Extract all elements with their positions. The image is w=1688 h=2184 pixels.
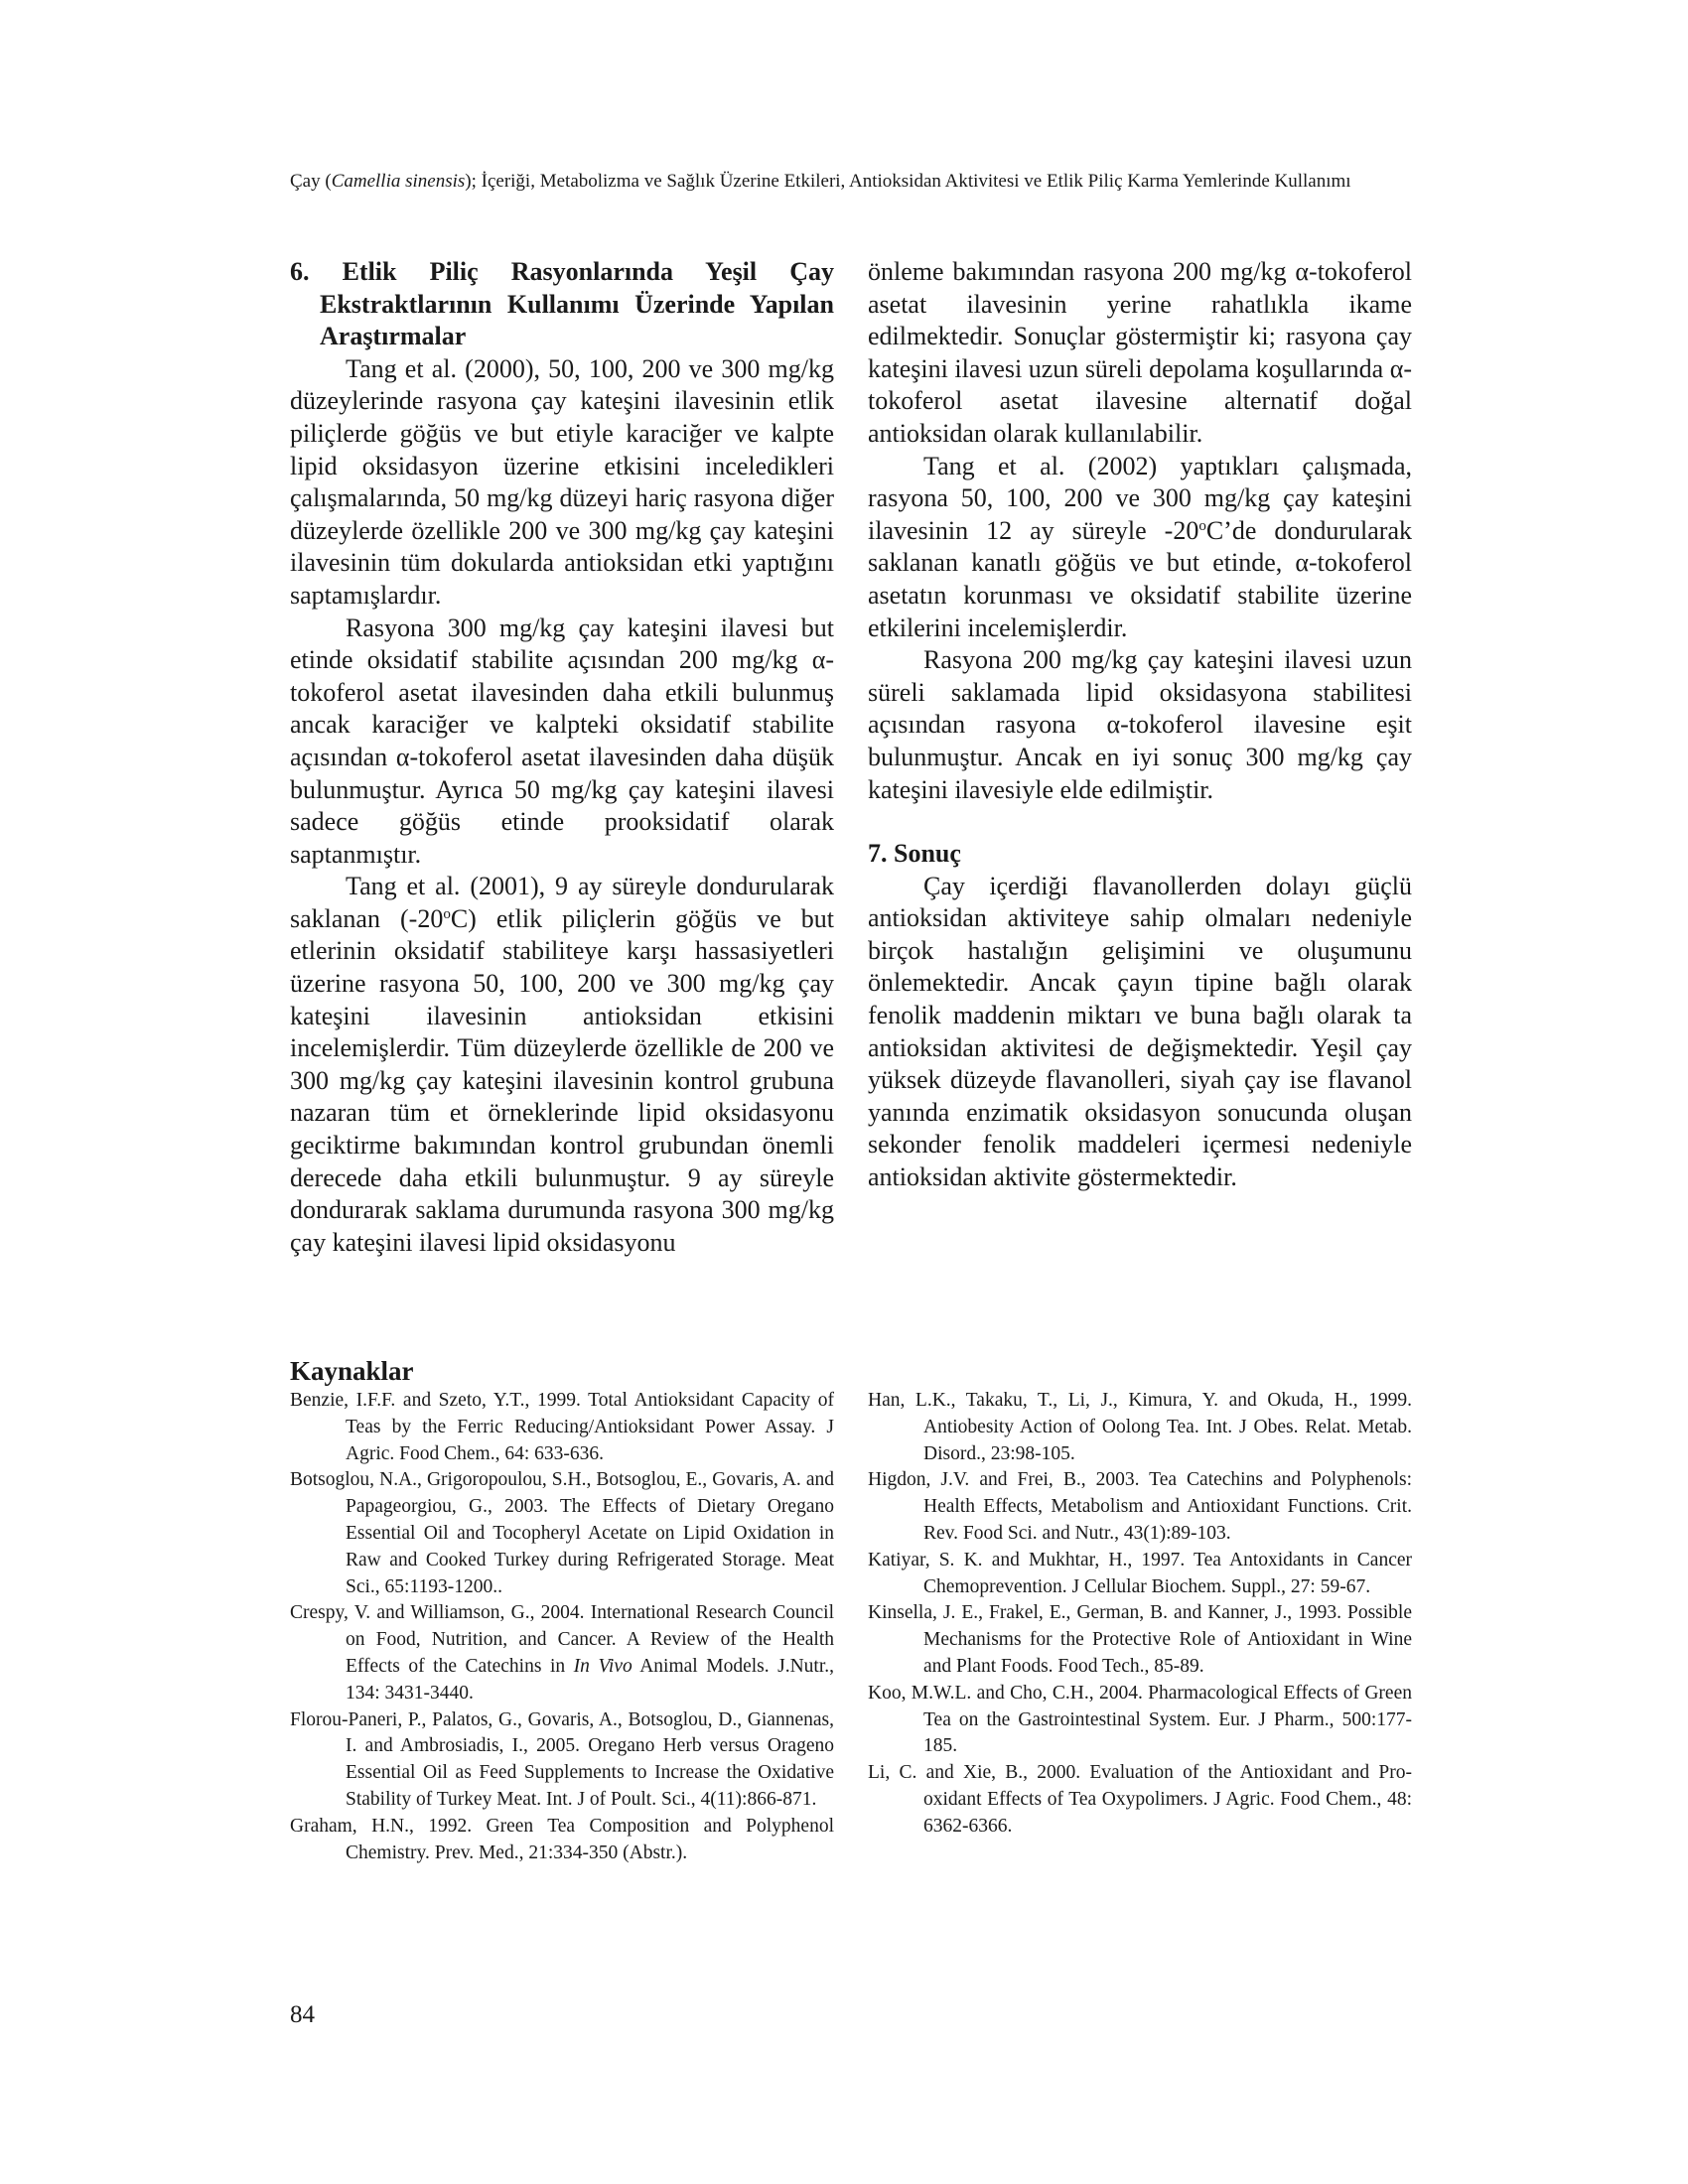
section-6-paragraph-4 (868, 451, 1412, 645)
reference-item: Florou-Paneri, P., Palatos, G., Govaris, A., Botsoglou, D., Giannenas, I. and Ambrosiadis, I., 2005. Oregano Herb versus Orageno Essential Oil as Feed Supplements to Increase the Oxidative Stability of Turkey Meat. Int. J of Poult. Sci., 4(11):866-871. (290, 1708, 834, 1810)
section-6-paragraph-1: Tang et al. (2000), 50, 100, 200 ve 300 mg/kg düzeylerinde rasyona çay kateşini ilavesinin etlik piliçlerde göğüs ve but etiyle karaciğer ve kalpte lipid oksidasyon üzerine etkisini inceledikleri çalışmalarında, 50 mg/kg düzeyi hariç rasyona diğer düzeylerde özellikle 200 ve 300 mg/kg çay kateşini ilavesinin tüm dokularda antioksidan etki yaptığını saptamışlardır. (290, 353, 834, 610)
running-head-pre: Çay ( (290, 171, 332, 192)
section-6-heading: 6. Etlik Piliç Rasyonlarında Yeşil Çay Ekstraktlarının Kullanımı Üzerinde Yapılan Araştırmalar (290, 257, 834, 351)
running-head (290, 169, 1412, 195)
references-left-column (290, 1388, 834, 1866)
reference-item: Koo, M.W.L. and Cho, C.H., 2004. Pharmacological Effects of Green Tea on the Gastrointestinal System. Eur. J Pharm., 500:177-185. (868, 1682, 1412, 1757)
references-title: Kaynaklar (290, 1356, 414, 1386)
section-6-paragraph-3 (290, 871, 834, 1259)
section-6-paragraph-2: Rasyona 300 mg/kg çay kateşini ilavesi but etinde oksidatif stabilite açısından 200 mg/kg α-tokoferol asetat ilavesinden daha etkili bulunmuş ancak karaciğer ve kalpteki oksidatif stabilite açısından α-tokoferol asetat ilavesinden daha düşük bulunmuştur. Ayrıca 50 mg/kg çay kateşini ilavesi sadece göğüs etinde prooksidatif olarak saptanmıştır. (290, 613, 834, 869)
p3-text-b: C) etlik piliçlerin göğüs ve but etlerinin oksidatif stabiliteye karşı hassasiyetleri üzerine rasyona 50, 100, 200 ve 300 mg/kg çay kateşini ilavesinin antioksidan etkisini incelemişlerdir. Tüm düzeylerde özellikle de 200 ve 300 mg/kg çay kateşini ilavesinin kontrol grubuna nazaran tüm et örneklerinde lipid oksidasyonu geciktirme bakımından kontrol grubundan önemli derecede daha etkili bulunmuştur. 9 ay süreyle dondurarak saklama durumunda rasyona 300 mg/kg çay kateşini ilavesi lipid oksidasyonu (290, 903, 834, 1257)
reference-item: Katiyar, S. K. and Mukhtar, H., 1997. Tea Antoxidants in Cancer Chemoprevention. J Cellular Biochem. Suppl., 27: 59-67. (868, 1549, 1412, 1597)
reference-item: Kinsella, J. E., Frakel, E., German, B. and Kanner, J., 1993. Possible Mechanisms for the Protective Role of Antioxidant in Wine and Plant Foods. Food Tech., 85-89. (868, 1602, 1412, 1677)
section-6-paragraph-5: Rasyona 200 mg/kg çay kateşini ilavesi uzun süreli saklamada lipid oksidasyona stabilitesi açısından rasyona α-tokoferol ilavesine eşit bulunmuştur. Ancak en iyi sonuç 300 mg/kg çay kateşini ilavesiyle elde edilmiştir. (868, 645, 1412, 804)
section-6-paragraph-3-continued: önleme bakımından rasyona 200 mg/kg α-tokoferol asetat ilavesinin yerine rahatlıkla ikame edilmektedir. Sonuçlar göstermiştir ki; rasyona çay kateşini ilavesi uzun süreli depolama koşullarında α-tokoferol asetat ilavesine alternatif doğal antioksidan olarak kullanılabilir. (868, 257, 1412, 448)
degree-sup: o (443, 905, 451, 922)
running-head-post: ); İçeriği, Metabolizma ve Sağlık Üzerine Etkileri, Antioksidan Aktivitesi ve Etlik Piliç Karma Yemlerinde Kullanımı (465, 171, 1351, 192)
p3-text-a: Tang et al. (2001), 9 ay süreyle dondurularak saklanan (-20 (290, 872, 834, 933)
section-7-heading: 7. Sonuç (868, 839, 961, 869)
p4-text-a: Tang et al. (2002) yaptıkları çalışmada, rasyona 50, 100, 200 ve 300 mg/kg çay kateşini ilavesinin 12 ay süreyle -20 (868, 451, 1412, 545)
reference-crespy-a: Crespy, V. and Williamson, G., 2004. International Research Council on Food, Nutrition, and Cancer. A Review of the Health Effects of the Catechins in (290, 1602, 834, 1677)
right-column (868, 256, 1412, 1194)
reference-item: Botsoglou, N.A., Grigoropoulou, S.H., Botsoglou, E., Govaris, A. and Papageorgiou, G., 2003. The Effects of Dietary Oregano Essential Oil and Tocopheryl Acetate on Lipid Oxidation in Raw and Cooked Turkey during Refrigerated Storage. Meat Sci., 65:1193-1200.. (290, 1469, 834, 1597)
reference-crespy-italic: In Vivo (573, 1655, 633, 1677)
page-number: 84 (290, 2001, 315, 2028)
running-head-species: Camellia sinensis (331, 171, 466, 192)
reference-item: Higdon, J.V. and Frei, B., 2003. Tea Catechins and Polyphenols: Health Effects, Metabolism and Antioxidant Functions. Crit. Rev. Food Sci. and Nutr., 43(1):89-103. (868, 1469, 1412, 1544)
p4-text-b: C’de dondurularak saklanan kanatlı göğüs ve but etinde, α-tokoferol asetatın korunması ve oksidatif stabilite üzerine etkilerini incelemişlerdir. (868, 515, 1412, 642)
reference-crespy-b: Animal Models. J.Nutr., 134: 3431-3440. (346, 1655, 835, 1704)
reference-item: Han, L.K., Takaku, T., Li, J., Kimura, Y. and Okuda, H., 1999. Antiobesity Action of Oolong Tea. Int. J Obes. Relat. Metab. Disord., 23:98-105. (868, 1390, 1412, 1464)
references-right-column (868, 1388, 1412, 1841)
reference-item (290, 1600, 834, 1706)
reference-item: Graham, H.N., 1992. Green Tea Composition and Polyphenol Chemistry. Prev. Med., 21:334-350 (Abstr.). (290, 1815, 834, 1863)
left-column (290, 256, 834, 1259)
reference-item: Benzie, I.F.F. and Szeto, Y.T., 1999. Total Antioksidant Capacity of Teas by the Ferric Reducing/Antioksidant Power Assay. J Agric. Food Chem., 64: 633-636. (290, 1390, 834, 1464)
degree-sup: o (1198, 517, 1206, 534)
reference-item: Li, C. and Xie, B., 2000. Evaluation of the Antioxidant and Pro-oxidant Effects of Tea Oxypolimers. J Agric. Food Chem., 48: 6362-6366. (868, 1762, 1412, 1837)
section-7-paragraph-1: Çay içerdiği flavanollerden dolayı güçlü antioksidan aktiviteye sahip olmaları nedeniyle birçok hastalığın gelişimini ve oluşumunu önlemektedir. Ancak çayın tipine bağlı olarak fenolik maddenin miktarı ve buna bağlı olarak ta antioksidan aktivitesi de değişmektedir. Yeşil çay yüksek düzeyde flavanolleri, siyah çay ise flavanol yanında enzimatik oksidasyon sonucunda oluşan sekonder fenolik maddeleri içermesi nedeniyle antioksidan aktivite göstermektedir. (868, 871, 1412, 1192)
